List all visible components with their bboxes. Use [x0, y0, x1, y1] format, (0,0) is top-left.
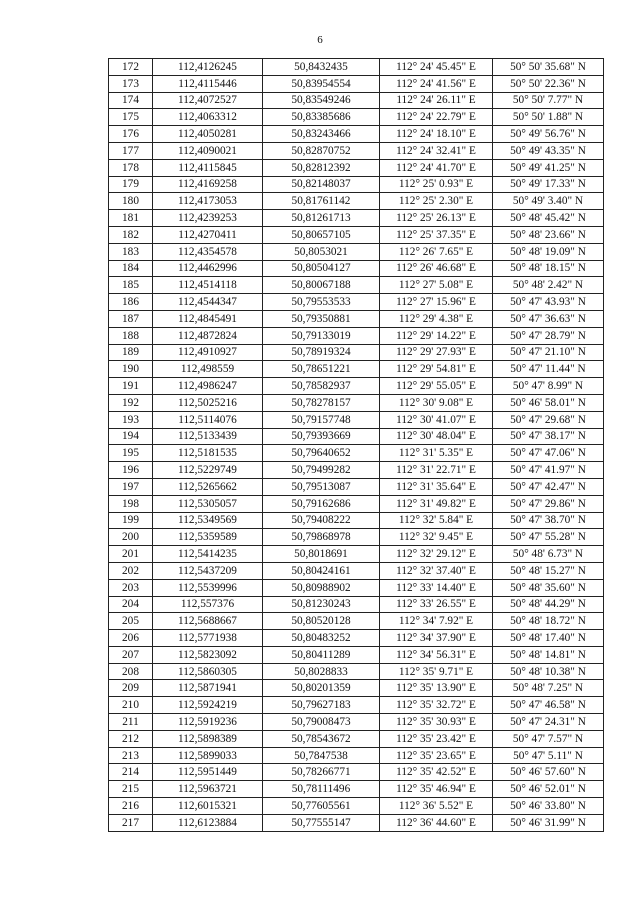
- decimal-longitude-cell: 112,4126245: [153, 59, 263, 76]
- table-row: [109, 142, 604, 159]
- decimal-latitude-cell: 50,80411289: [263, 646, 380, 663]
- point-number-cell: 185: [109, 277, 153, 294]
- point-number-cell: 192: [109, 394, 153, 411]
- decimal-longitude-cell: 112,5771938: [153, 630, 263, 647]
- decimal-longitude-cell: 112,4544347: [153, 294, 263, 311]
- table-row: [109, 596, 604, 613]
- dms-longitude-cell: 112° 34' 7.92" E: [380, 613, 493, 630]
- table-row: [109, 478, 604, 495]
- decimal-latitude-cell: 50,78651221: [263, 361, 380, 378]
- decimal-longitude-cell: 112,4072527: [153, 92, 263, 109]
- point-number-cell: 190: [109, 361, 153, 378]
- decimal-latitude-cell: 50,81230243: [263, 596, 380, 613]
- decimal-latitude-cell: 50,79008473: [263, 714, 380, 731]
- table-row: [109, 512, 604, 529]
- point-number-cell: 206: [109, 630, 153, 647]
- dms-latitude-cell: 50° 46' 52.01" N: [493, 781, 604, 798]
- dms-latitude-cell: 50° 46' 57.60" N: [493, 764, 604, 781]
- decimal-latitude-cell: 50,80201359: [263, 680, 380, 697]
- decimal-latitude-cell: 50,81761142: [263, 193, 380, 210]
- dms-longitude-cell: 112° 32' 37.40" E: [380, 562, 493, 579]
- decimal-longitude-cell: 112,4115446: [153, 75, 263, 92]
- table-row: [109, 546, 604, 563]
- decimal-latitude-cell: 50,8053021: [263, 243, 380, 260]
- table-row: [109, 176, 604, 193]
- dms-longitude-cell: 112° 29' 55.05" E: [380, 378, 493, 395]
- coordinates-table-body: [109, 59, 604, 832]
- decimal-longitude-cell: 112,4986247: [153, 378, 263, 395]
- dms-latitude-cell: 50° 47' 29.86" N: [493, 495, 604, 512]
- decimal-longitude-cell: 112,4239253: [153, 210, 263, 227]
- point-number-cell: 201: [109, 546, 153, 563]
- dms-latitude-cell: 50° 48' 35.60" N: [493, 579, 604, 596]
- coordinates-table: [108, 58, 604, 832]
- dms-latitude-cell: 50° 47' 21.10" N: [493, 344, 604, 361]
- dms-longitude-cell: 112° 29' 14.22" E: [380, 327, 493, 344]
- decimal-longitude-cell: 112,4063312: [153, 109, 263, 126]
- dms-longitude-cell: 112° 34' 37.90" E: [380, 630, 493, 647]
- point-number-cell: 193: [109, 411, 153, 428]
- decimal-latitude-cell: 50,80067188: [263, 277, 380, 294]
- dms-latitude-cell: 50° 47' 42.47" N: [493, 478, 604, 495]
- table-row: [109, 378, 604, 395]
- point-number-cell: 199: [109, 512, 153, 529]
- dms-longitude-cell: 112° 30' 48.04" E: [380, 428, 493, 445]
- point-number-cell: 173: [109, 75, 153, 92]
- table-row: [109, 562, 604, 579]
- dms-longitude-cell: 112° 25' 37.35" E: [380, 226, 493, 243]
- decimal-latitude-cell: 50,78582937: [263, 378, 380, 395]
- decimal-longitude-cell: 112,5133439: [153, 428, 263, 445]
- table-row: [109, 747, 604, 764]
- dms-longitude-cell: 112° 29' 54.81" E: [380, 361, 493, 378]
- page-number: 6: [317, 34, 323, 46]
- dms-longitude-cell: 112° 26' 46.68" E: [380, 260, 493, 277]
- point-number-cell: 215: [109, 781, 153, 798]
- dms-longitude-cell: 112° 33' 14.40" E: [380, 579, 493, 596]
- dms-latitude-cell: 50° 49' 43.35" N: [493, 142, 604, 159]
- dms-latitude-cell: 50° 46' 31.99" N: [493, 814, 604, 831]
- table-row: [109, 462, 604, 479]
- dms-longitude-cell: 112° 27' 15.96" E: [380, 294, 493, 311]
- decimal-latitude-cell: 50,83385686: [263, 109, 380, 126]
- table-row: [109, 277, 604, 294]
- dms-longitude-cell: 112° 24' 45.45" E: [380, 59, 493, 76]
- point-number-cell: 175: [109, 109, 153, 126]
- point-number-cell: 217: [109, 814, 153, 831]
- table-row: [109, 764, 604, 781]
- decimal-latitude-cell: 50,78543672: [263, 730, 380, 747]
- dms-latitude-cell: 50° 49' 41.25" N: [493, 159, 604, 176]
- decimal-longitude-cell: 112,5265662: [153, 478, 263, 495]
- decimal-longitude-cell: 112,4910927: [153, 344, 263, 361]
- dms-latitude-cell: 50° 47' 5.11" N: [493, 747, 604, 764]
- point-number-cell: 178: [109, 159, 153, 176]
- point-number-cell: 184: [109, 260, 153, 277]
- dms-latitude-cell: 50° 48' 23.66" N: [493, 226, 604, 243]
- dms-latitude-cell: 50° 48' 18.15" N: [493, 260, 604, 277]
- point-number-cell: 200: [109, 529, 153, 546]
- decimal-longitude-cell: 112,5951449: [153, 764, 263, 781]
- dms-longitude-cell: 112° 31' 35.64" E: [380, 478, 493, 495]
- decimal-longitude-cell: 112,5688667: [153, 613, 263, 630]
- table-row: [109, 210, 604, 227]
- table-row: [109, 327, 604, 344]
- decimal-latitude-cell: 50,78266771: [263, 764, 380, 781]
- dms-longitude-cell: 112° 35' 32.72" E: [380, 697, 493, 714]
- dms-longitude-cell: 112° 35' 23.65" E: [380, 747, 493, 764]
- table-row: [109, 495, 604, 512]
- table-row: [109, 243, 604, 260]
- point-number-cell: 214: [109, 764, 153, 781]
- decimal-latitude-cell: 50,79133019: [263, 327, 380, 344]
- decimal-latitude-cell: 50,83549246: [263, 92, 380, 109]
- dms-latitude-cell: 50° 47' 38.17" N: [493, 428, 604, 445]
- decimal-latitude-cell: 50,81261713: [263, 210, 380, 227]
- dms-longitude-cell: 112° 35' 42.52" E: [380, 764, 493, 781]
- point-number-cell: 176: [109, 126, 153, 143]
- decimal-latitude-cell: 50,79513087: [263, 478, 380, 495]
- dms-latitude-cell: 50° 47' 41.97" N: [493, 462, 604, 479]
- dms-longitude-cell: 112° 30' 9.08" E: [380, 394, 493, 411]
- dms-latitude-cell: 50° 49' 3.40" N: [493, 193, 604, 210]
- decimal-longitude-cell: 112,5229749: [153, 462, 263, 479]
- point-number-cell: 212: [109, 730, 153, 747]
- point-number-cell: 205: [109, 613, 153, 630]
- decimal-longitude-cell: 112,5898389: [153, 730, 263, 747]
- dms-latitude-cell: 50° 48' 15.27" N: [493, 562, 604, 579]
- table-row: [109, 394, 604, 411]
- table-row: [109, 75, 604, 92]
- dms-latitude-cell: 50° 48' 18.72" N: [493, 613, 604, 630]
- decimal-latitude-cell: 50,79499282: [263, 462, 380, 479]
- decimal-longitude-cell: 112,5359589: [153, 529, 263, 546]
- decimal-longitude-cell: 112,5437209: [153, 562, 263, 579]
- dms-longitude-cell: 112° 35' 13.90" E: [380, 680, 493, 697]
- dms-latitude-cell: 50° 50' 35.68" N: [493, 59, 604, 76]
- decimal-latitude-cell: 50,80520128: [263, 613, 380, 630]
- decimal-latitude-cell: 50,80988902: [263, 579, 380, 596]
- dms-latitude-cell: 50° 47' 7.57" N: [493, 730, 604, 747]
- point-number-cell: 179: [109, 176, 153, 193]
- dms-latitude-cell: 50° 47' 24.31" N: [493, 714, 604, 731]
- table-row: [109, 663, 604, 680]
- dms-latitude-cell: 50° 50' 1.88" N: [493, 109, 604, 126]
- dms-longitude-cell: 112° 32' 9.45" E: [380, 529, 493, 546]
- table-row: [109, 613, 604, 630]
- table-row: [109, 193, 604, 210]
- table-row: [109, 159, 604, 176]
- decimal-longitude-cell: 112,4173053: [153, 193, 263, 210]
- table-row: [109, 344, 604, 361]
- table-row: [109, 646, 604, 663]
- point-number-cell: 187: [109, 310, 153, 327]
- decimal-longitude-cell: 112,4354578: [153, 243, 263, 260]
- table-row: [109, 798, 604, 815]
- decimal-latitude-cell: 50,79868978: [263, 529, 380, 546]
- point-number-cell: 189: [109, 344, 153, 361]
- dms-latitude-cell: 50° 50' 22.36" N: [493, 75, 604, 92]
- decimal-latitude-cell: 50,79157748: [263, 411, 380, 428]
- dms-latitude-cell: 50° 47' 28.79" N: [493, 327, 604, 344]
- dms-latitude-cell: 50° 48' 44.29" N: [493, 596, 604, 613]
- dms-longitude-cell: 112° 35' 9.71" E: [380, 663, 493, 680]
- point-number-cell: 191: [109, 378, 153, 395]
- decimal-longitude-cell: 112,5860305: [153, 663, 263, 680]
- decimal-latitude-cell: 50,82812392: [263, 159, 380, 176]
- dms-latitude-cell: 50° 48' 14.81" N: [493, 646, 604, 663]
- dms-longitude-cell: 112° 35' 30.93" E: [380, 714, 493, 731]
- dms-longitude-cell: 112° 29' 4.38" E: [380, 310, 493, 327]
- decimal-latitude-cell: 50,79640652: [263, 445, 380, 462]
- dms-latitude-cell: 50° 49' 56.76" N: [493, 126, 604, 143]
- point-number-cell: 202: [109, 562, 153, 579]
- decimal-latitude-cell: 50,77605561: [263, 798, 380, 815]
- point-number-cell: 211: [109, 714, 153, 731]
- dms-latitude-cell: 50° 47' 11.44" N: [493, 361, 604, 378]
- dms-latitude-cell: 50° 48' 17.40" N: [493, 630, 604, 647]
- decimal-latitude-cell: 50,82870752: [263, 142, 380, 159]
- dms-longitude-cell: 112° 24' 41.56" E: [380, 75, 493, 92]
- dms-longitude-cell: 112° 25' 26.13" E: [380, 210, 493, 227]
- decimal-latitude-cell: 50,8028833: [263, 663, 380, 680]
- decimal-longitude-cell: 112,5305057: [153, 495, 263, 512]
- table-row: [109, 697, 604, 714]
- decimal-longitude-cell: 112,4090021: [153, 142, 263, 159]
- point-number-cell: 196: [109, 462, 153, 479]
- table-row: [109, 781, 604, 798]
- dms-longitude-cell: 112° 31' 49.82" E: [380, 495, 493, 512]
- point-number-cell: 207: [109, 646, 153, 663]
- dms-longitude-cell: 112° 32' 5.84" E: [380, 512, 493, 529]
- dms-latitude-cell: 50° 47' 46.58" N: [493, 697, 604, 714]
- point-number-cell: 174: [109, 92, 153, 109]
- dms-longitude-cell: 112° 34' 56.31" E: [380, 646, 493, 663]
- decimal-longitude-cell: 112,5823092: [153, 646, 263, 663]
- point-number-cell: 180: [109, 193, 153, 210]
- dms-latitude-cell: 50° 50' 7.77" N: [493, 92, 604, 109]
- dms-latitude-cell: 50° 46' 33.80" N: [493, 798, 604, 815]
- decimal-longitude-cell: 112,4169258: [153, 176, 263, 193]
- point-number-cell: 210: [109, 697, 153, 714]
- dms-longitude-cell: 112° 24' 32.41" E: [380, 142, 493, 159]
- table-row: [109, 260, 604, 277]
- dms-longitude-cell: 112° 32' 29.12" E: [380, 546, 493, 563]
- decimal-latitude-cell: 50,80483252: [263, 630, 380, 647]
- point-number-cell: 208: [109, 663, 153, 680]
- decimal-latitude-cell: 50,80504127: [263, 260, 380, 277]
- dms-latitude-cell: 50° 47' 43.93" N: [493, 294, 604, 311]
- dms-longitude-cell: 112° 30' 41.07" E: [380, 411, 493, 428]
- dms-longitude-cell: 112° 26' 7.65" E: [380, 243, 493, 260]
- decimal-longitude-cell: 112,5963721: [153, 781, 263, 798]
- dms-longitude-cell: 112° 33' 26.55" E: [380, 596, 493, 613]
- dms-latitude-cell: 50° 48' 19.09" N: [493, 243, 604, 260]
- decimal-latitude-cell: 50,79350881: [263, 310, 380, 327]
- dms-latitude-cell: 50° 48' 10.38" N: [493, 663, 604, 680]
- table-row: [109, 109, 604, 126]
- point-number-cell: 182: [109, 226, 153, 243]
- decimal-latitude-cell: 50,78111496: [263, 781, 380, 798]
- decimal-longitude-cell: 112,4845491: [153, 310, 263, 327]
- dms-longitude-cell: 112° 29' 27.93" E: [380, 344, 493, 361]
- decimal-latitude-cell: 50,79408222: [263, 512, 380, 529]
- decimal-latitude-cell: 50,80424161: [263, 562, 380, 579]
- dms-longitude-cell: 112° 25' 0.93" E: [380, 176, 493, 193]
- dms-longitude-cell: 112° 36' 44.60" E: [380, 814, 493, 831]
- dms-longitude-cell: 112° 31' 22.71" E: [380, 462, 493, 479]
- table-row: [109, 445, 604, 462]
- dms-latitude-cell: 50° 48' 7.25" N: [493, 680, 604, 697]
- decimal-longitude-cell: 112,498559: [153, 361, 263, 378]
- point-number-cell: 216: [109, 798, 153, 815]
- decimal-longitude-cell: 112,5114076: [153, 411, 263, 428]
- dms-longitude-cell: 112° 24' 26.11" E: [380, 92, 493, 109]
- point-number-cell: 203: [109, 579, 153, 596]
- table-row: [109, 361, 604, 378]
- dms-longitude-cell: 112° 31' 5.35" E: [380, 445, 493, 462]
- point-number-cell: 209: [109, 680, 153, 697]
- dms-latitude-cell: 50° 47' 55.28" N: [493, 529, 604, 546]
- decimal-latitude-cell: 50,77555147: [263, 814, 380, 831]
- point-number-cell: 213: [109, 747, 153, 764]
- decimal-latitude-cell: 50,83954554: [263, 75, 380, 92]
- table-row: [109, 730, 604, 747]
- dms-longitude-cell: 112° 35' 46.94" E: [380, 781, 493, 798]
- decimal-longitude-cell: 112,4115845: [153, 159, 263, 176]
- dms-longitude-cell: 112° 36' 5.52" E: [380, 798, 493, 815]
- point-number-cell: 183: [109, 243, 153, 260]
- dms-latitude-cell: 50° 48' 45.42" N: [493, 210, 604, 227]
- decimal-longitude-cell: 112,4514118: [153, 277, 263, 294]
- point-number-cell: 172: [109, 59, 153, 76]
- point-number-cell: 195: [109, 445, 153, 462]
- table-row: [109, 411, 604, 428]
- table-row: [109, 226, 604, 243]
- point-number-cell: 188: [109, 327, 153, 344]
- dms-latitude-cell: 50° 47' 36.63" N: [493, 310, 604, 327]
- table-row: [109, 92, 604, 109]
- dms-latitude-cell: 50° 47' 29.68" N: [493, 411, 604, 428]
- decimal-longitude-cell: 112,5349569: [153, 512, 263, 529]
- decimal-longitude-cell: 112,5181535: [153, 445, 263, 462]
- decimal-latitude-cell: 50,79627183: [263, 697, 380, 714]
- dms-latitude-cell: 50° 47' 38.70" N: [493, 512, 604, 529]
- decimal-longitude-cell: 112,5414235: [153, 546, 263, 563]
- decimal-longitude-cell: 112,4872824: [153, 327, 263, 344]
- dms-latitude-cell: 50° 47' 47.06" N: [493, 445, 604, 462]
- decimal-longitude-cell: 112,557376: [153, 596, 263, 613]
- point-number-cell: 204: [109, 596, 153, 613]
- dms-longitude-cell: 112° 35' 23.42" E: [380, 730, 493, 747]
- table-row: [109, 579, 604, 596]
- dms-longitude-cell: 112° 27' 5.08" E: [380, 277, 493, 294]
- table-row: [109, 814, 604, 831]
- decimal-latitude-cell: 50,80657105: [263, 226, 380, 243]
- decimal-latitude-cell: 50,79393669: [263, 428, 380, 445]
- decimal-longitude-cell: 112,5539996: [153, 579, 263, 596]
- table-row: [109, 714, 604, 731]
- table-row: [109, 428, 604, 445]
- decimal-latitude-cell: 50,79553533: [263, 294, 380, 311]
- decimal-latitude-cell: 50,7847538: [263, 747, 380, 764]
- point-number-cell: 186: [109, 294, 153, 311]
- table-row: [109, 630, 604, 647]
- table-row: [109, 680, 604, 697]
- dms-longitude-cell: 112° 25' 2.30" E: [380, 193, 493, 210]
- decimal-longitude-cell: 112,4462996: [153, 260, 263, 277]
- dms-latitude-cell: 50° 46' 58.01" N: [493, 394, 604, 411]
- decimal-longitude-cell: 112,4050281: [153, 126, 263, 143]
- point-number-cell: 177: [109, 142, 153, 159]
- decimal-latitude-cell: 50,8432435: [263, 59, 380, 76]
- decimal-longitude-cell: 112,6015321: [153, 798, 263, 815]
- decimal-longitude-cell: 112,5899033: [153, 747, 263, 764]
- table-row: [109, 59, 604, 76]
- decimal-longitude-cell: 112,4270411: [153, 226, 263, 243]
- decimal-latitude-cell: 50,8018691: [263, 546, 380, 563]
- dms-longitude-cell: 112° 24' 22.79" E: [380, 109, 493, 126]
- point-number-cell: 181: [109, 210, 153, 227]
- table-row: [109, 529, 604, 546]
- decimal-latitude-cell: 50,79162686: [263, 495, 380, 512]
- table-row: [109, 126, 604, 143]
- dms-longitude-cell: 112° 24' 41.70" E: [380, 159, 493, 176]
- decimal-longitude-cell: 112,5871941: [153, 680, 263, 697]
- decimal-longitude-cell: 112,6123884: [153, 814, 263, 831]
- point-number-cell: 198: [109, 495, 153, 512]
- dms-latitude-cell: 50° 49' 17.33" N: [493, 176, 604, 193]
- decimal-latitude-cell: 50,82148037: [263, 176, 380, 193]
- dms-latitude-cell: 50° 48' 6.73" N: [493, 546, 604, 563]
- decimal-latitude-cell: 50,78278157: [263, 394, 380, 411]
- point-number-cell: 194: [109, 428, 153, 445]
- table-row: [109, 310, 604, 327]
- dms-longitude-cell: 112° 24' 18.10" E: [380, 126, 493, 143]
- point-number-cell: 197: [109, 478, 153, 495]
- table-row: [109, 294, 604, 311]
- decimal-latitude-cell: 50,78919324: [263, 344, 380, 361]
- decimal-latitude-cell: 50,83243466: [263, 126, 380, 143]
- decimal-longitude-cell: 112,5924219: [153, 697, 263, 714]
- dms-latitude-cell: 50° 48' 2.42" N: [493, 277, 604, 294]
- decimal-longitude-cell: 112,5025216: [153, 394, 263, 411]
- dms-latitude-cell: 50° 47' 8.99" N: [493, 378, 604, 395]
- decimal-longitude-cell: 112,5919236: [153, 714, 263, 731]
